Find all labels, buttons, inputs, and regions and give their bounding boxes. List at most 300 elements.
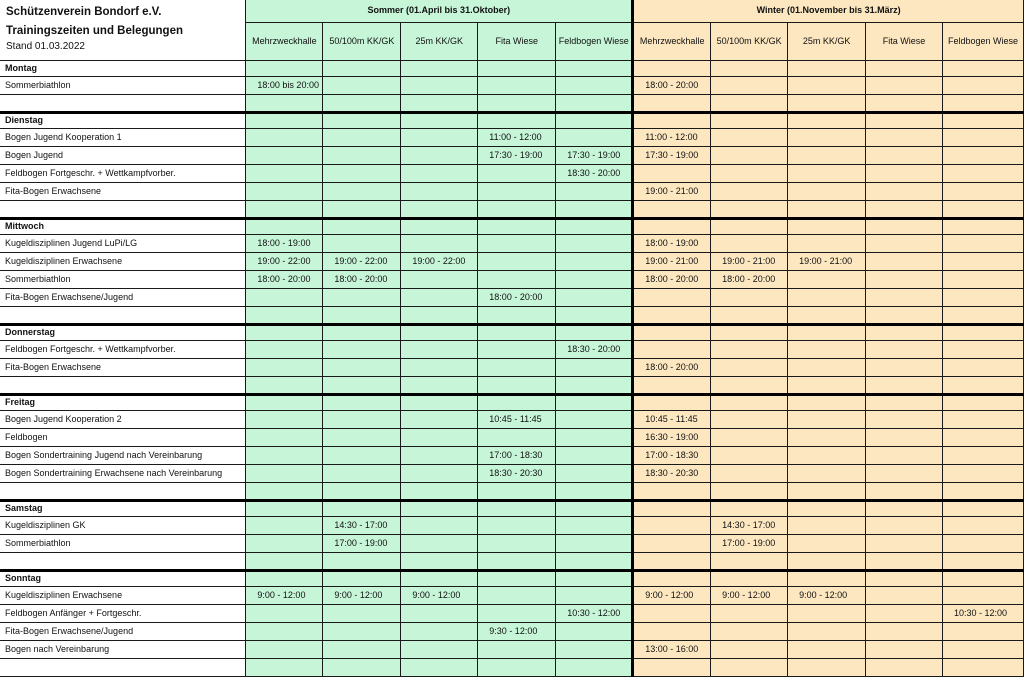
winter-season-header: Winter (01.November bis 31.März) [633,0,1024,22]
empty-cell [478,200,556,218]
empty-cell [711,60,788,76]
summer-time-cell [401,128,478,146]
empty-cell [866,552,943,570]
winter-time-cell [866,270,943,288]
empty-cell [788,324,866,340]
summer-time-cell [323,428,401,446]
winter-time-cell [942,146,1023,164]
winter-time-cell [788,270,866,288]
activity-row [0,446,1024,464]
winter-time-cell: 19:00 - 21:00 [788,252,866,270]
empty-cell [246,552,323,570]
empty-cell [711,552,788,570]
stand-date: Stand 01.03.2022 [6,41,85,52]
summer-time-cell: 17:30 - 19:00 [556,146,633,164]
activity-label: Kugeldisziplinen GK [0,516,246,534]
summer-time-cell [323,234,401,252]
empty-cell [942,324,1023,340]
winter-time-cell [788,358,866,376]
activity-row [0,586,1024,604]
empty-cell [711,94,788,112]
spacer-row [0,306,1024,324]
winter-time-cell: 18:30 - 20:30 [633,464,711,482]
activity-row [0,288,1024,306]
summer-time-cell [478,428,556,446]
empty-cell [633,218,711,234]
winter-time-cell [711,604,788,622]
activity-row [0,622,1024,640]
summer-time-cell [246,640,323,658]
summer-time-cell: 18:00 - 19:00 [246,234,323,252]
winter-time-cell [711,640,788,658]
summer-time-cell: 11:00 - 12:00 [478,128,556,146]
summer-time-cell [556,234,633,252]
winter-time-cell [866,146,943,164]
activity-row [0,252,1024,270]
winter-time-cell [633,622,711,640]
activity-row [0,640,1024,658]
winter-time-cell [866,288,943,306]
empty-cell [556,500,633,516]
winter-time-cell [942,252,1023,270]
empty-cell [478,306,556,324]
empty-cell [711,218,788,234]
summer-time-cell [478,182,556,200]
winter-time-cell [711,164,788,182]
summer-time-cell [478,358,556,376]
empty-cell [323,324,401,340]
summer-time-cell: 10:45 - 11:45 [478,410,556,428]
summer-time-cell [323,340,401,358]
winter-time-cell [788,428,866,446]
summer-time-cell: 17:00 - 18:30 [478,446,556,464]
winter-time-cell [942,534,1023,552]
winter-time-cell [866,358,943,376]
winter-time-cell [942,76,1023,94]
summer-time-cell [323,182,401,200]
empty-cell [633,376,711,394]
winter-time-cell [942,270,1023,288]
empty-cell [788,112,866,128]
empty-cell [478,376,556,394]
winter-time-cell [942,234,1023,252]
summer-time-cell [246,358,323,376]
empty-cell [866,112,943,128]
empty-cell [556,658,633,676]
winter-time-cell [788,182,866,200]
winter-time-cell: 14:30 - 17:00 [711,516,788,534]
empty-cell [401,658,478,676]
summer-time-cell: 18:30 - 20:00 [556,164,633,182]
winter-time-cell [788,446,866,464]
winter-time-cell [788,164,866,182]
empty-cell [788,500,866,516]
empty-cell [788,218,866,234]
activity-row [0,234,1024,252]
empty-cell [942,394,1023,410]
winter-time-cell [866,446,943,464]
summer-col-header: Mehrzweckhalle [246,22,323,60]
summer-time-cell [401,534,478,552]
empty-cell [942,482,1023,500]
winter-time-cell [788,128,866,146]
empty-cell [942,658,1023,676]
day-header-row [0,394,1024,410]
empty-cell [323,570,401,586]
summer-time-cell [401,288,478,306]
summer-time-cell [246,464,323,482]
summer-time-cell [246,410,323,428]
summer-time-cell [323,446,401,464]
spacer-row [0,552,1024,570]
winter-time-cell [866,252,943,270]
summer-col-header: 50/100m KK/GK [323,22,401,60]
winter-time-cell [866,164,943,182]
summer-time-cell: 19:00 - 22:00 [246,252,323,270]
empty-cell [633,112,711,128]
summer-time-cell: 19:00 - 22:00 [323,252,401,270]
summer-time-cell [401,234,478,252]
summer-time-cell [246,604,323,622]
empty-cell [401,570,478,586]
activity-label: Kugeldisziplinen Jugend LuPi/LG [0,234,246,252]
summer-time-cell [246,622,323,640]
empty-cell [788,570,866,586]
winter-time-cell [866,234,943,252]
winter-col-header: 25m KK/GK [788,22,866,60]
empty-cell [323,94,401,112]
empty-cell [556,200,633,218]
winter-time-cell: 10:45 - 11:45 [633,410,711,428]
winter-time-cell [942,288,1023,306]
empty-cell [0,94,246,112]
day-header-row [0,60,1024,76]
summer-time-cell [556,128,633,146]
winter-time-cell: 9:00 - 12:00 [711,586,788,604]
winter-time-cell [788,622,866,640]
winter-time-cell: 17:00 - 18:30 [633,446,711,464]
winter-time-cell: 18:00 - 20:00 [633,358,711,376]
empty-cell [401,552,478,570]
activity-label: Fita-Bogen Erwachsene/Jugend [0,288,246,306]
winter-time-cell [711,76,788,94]
winter-col-header: Mehrzweckhalle [633,22,711,60]
empty-cell [942,94,1023,112]
empty-cell [633,200,711,218]
summer-time-cell [246,534,323,552]
empty-cell [401,218,478,234]
activity-row [0,128,1024,146]
activity-label: Feldbogen Fortgeschr. + Wettkampfvorber. [0,340,246,358]
winter-time-cell [942,446,1023,464]
empty-cell [633,500,711,516]
winter-time-cell [711,340,788,358]
winter-time-cell [866,464,943,482]
winter-time-cell: 18:00 - 19:00 [633,234,711,252]
summer-time-cell [246,446,323,464]
empty-cell [0,200,246,218]
summer-time-cell: 18:00 - 20:00 [246,270,323,288]
empty-cell [788,94,866,112]
summer-time-cell [478,640,556,658]
empty-cell [401,482,478,500]
winter-time-cell [866,534,943,552]
spacer-row [0,482,1024,500]
summer-season-header: Sommer (01.April bis 31.Oktober) [246,0,633,22]
winter-time-cell [866,586,943,604]
summer-time-cell [401,604,478,622]
winter-time-cell [711,288,788,306]
winter-time-cell [942,340,1023,358]
winter-time-cell [711,128,788,146]
summer-time-cell [323,640,401,658]
empty-cell [323,552,401,570]
empty-cell [942,60,1023,76]
winter-col-header: Feldbogen Wiese [942,22,1023,60]
empty-cell [866,376,943,394]
activity-row [0,410,1024,428]
summer-time-cell [323,622,401,640]
summer-time-cell [401,622,478,640]
empty-cell [556,112,633,128]
empty-cell [633,60,711,76]
empty-cell [942,570,1023,586]
empty-cell [246,482,323,500]
summer-time-cell [478,234,556,252]
empty-cell [711,394,788,410]
empty-cell [401,394,478,410]
activity-row [0,182,1024,200]
summer-time-cell [478,586,556,604]
activity-label: Bogen Jugend [0,146,246,164]
empty-cell [478,60,556,76]
summer-time-cell [478,516,556,534]
activity-label: Kugeldisziplinen Erwachsene [0,252,246,270]
empty-cell [478,94,556,112]
winter-time-cell [788,76,866,94]
day-name: Dienstag [0,112,246,128]
winter-time-cell [633,288,711,306]
winter-time-cell [942,640,1023,658]
activity-row [0,340,1024,358]
empty-cell [556,94,633,112]
summer-time-cell [401,516,478,534]
winter-time-cell [788,288,866,306]
summer-time-cell [323,604,401,622]
summer-time-cell [246,146,323,164]
empty-cell [711,500,788,516]
empty-cell [556,482,633,500]
summer-time-cell [401,358,478,376]
winter-time-cell: 18:00 - 20:00 [633,270,711,288]
empty-cell [556,324,633,340]
empty-cell [246,306,323,324]
empty-cell [0,376,246,394]
winter-time-cell [942,182,1023,200]
empty-cell [478,112,556,128]
winter-time-cell [866,76,943,94]
winter-time-cell [942,586,1023,604]
summer-time-cell: 17:00 - 19:00 [323,534,401,552]
summer-time-cell [556,464,633,482]
winter-time-cell [942,622,1023,640]
activity-label: Fita-Bogen Erwachsene [0,358,246,376]
summer-time-cell [246,164,323,182]
empty-cell [942,500,1023,516]
day-header-row [0,324,1024,340]
empty-cell [633,570,711,586]
empty-cell [323,658,401,676]
winter-time-cell [942,358,1023,376]
summer-time-cell [323,164,401,182]
activity-label: Feldbogen [0,428,246,446]
empty-cell [401,306,478,324]
summer-time-cell [401,446,478,464]
empty-cell [556,570,633,586]
empty-cell [401,376,478,394]
day-name: Montag [0,60,246,76]
empty-cell [246,60,323,76]
winter-time-cell [942,410,1023,428]
winter-time-cell: 19:00 - 21:00 [711,252,788,270]
spacer-row [0,376,1024,394]
day-name: Donnerstag [0,324,246,340]
winter-time-cell [866,128,943,146]
summer-time-cell: 9:00 - 12:00 [401,586,478,604]
empty-cell [478,324,556,340]
summer-time-cell [401,340,478,358]
empty-cell [246,218,323,234]
empty-cell [633,306,711,324]
summer-col-header: 25m KK/GK [401,22,478,60]
winter-time-cell [788,340,866,358]
empty-cell [788,60,866,76]
summer-time-cell [246,340,323,358]
empty-cell [246,112,323,128]
empty-cell [866,570,943,586]
summer-time-cell: 9:30 - 12:00 [478,622,556,640]
empty-cell [633,658,711,676]
empty-cell [942,306,1023,324]
empty-cell [556,552,633,570]
winter-time-cell [788,516,866,534]
spacer-row [0,200,1024,218]
winter-time-cell: 18:00 - 20:00 [711,270,788,288]
empty-cell [711,112,788,128]
summer-time-cell [323,358,401,376]
empty-cell [478,658,556,676]
summer-time-cell [246,128,323,146]
summer-time-cell: 18:30 - 20:00 [556,340,633,358]
winter-time-cell [866,604,943,622]
empty-cell [323,482,401,500]
summer-time-cell [401,270,478,288]
summer-time-cell [246,182,323,200]
summer-time-cell [556,252,633,270]
activity-label: Fita-Bogen Erwachsene [0,182,246,200]
empty-cell [711,376,788,394]
summer-time-cell [556,622,633,640]
empty-cell [942,200,1023,218]
activity-label: Bogen Jugend Kooperation 2 [0,410,246,428]
winter-time-cell [788,534,866,552]
empty-cell [323,306,401,324]
winter-time-cell [633,164,711,182]
empty-cell [711,200,788,218]
empty-cell [401,200,478,218]
activity-row [0,76,1024,94]
activity-row [0,358,1024,376]
summer-time-cell [246,428,323,446]
day-name: Sonntag [0,570,246,586]
winter-time-cell [942,128,1023,146]
summer-time-cell [478,604,556,622]
empty-cell [788,306,866,324]
winter-time-cell [711,446,788,464]
empty-cell [478,570,556,586]
activity-row [0,516,1024,534]
empty-cell [866,306,943,324]
summer-time-cell: 18:30 - 20:30 [478,464,556,482]
empty-cell [246,394,323,410]
summer-time-cell: 10:30 - 12:00 [556,604,633,622]
summer-time-cell [556,534,633,552]
summer-time-cell: 19:00 - 22:00 [401,252,478,270]
activity-label: Feldbogen Anfänger + Fortgeschr. [0,604,246,622]
summer-time-cell [478,534,556,552]
winter-time-cell [866,410,943,428]
day-header-row [0,500,1024,516]
empty-cell [478,500,556,516]
winter-time-cell [866,428,943,446]
summer-time-cell [401,182,478,200]
winter-time-cell [942,516,1023,534]
winter-time-cell [788,234,866,252]
empty-cell [866,324,943,340]
empty-cell [711,658,788,676]
summer-time-cell [556,586,633,604]
empty-cell [633,394,711,410]
club-name: Schützenverein Bondorf e.V. [6,6,162,18]
winter-time-cell: 10:30 - 12:00 [942,604,1023,622]
activity-row [0,534,1024,552]
winter-time-cell [711,464,788,482]
activity-label: Bogen nach Vereinbarung [0,640,246,658]
summer-time-cell [401,640,478,658]
activity-label: Bogen Sondertraining Jugend nach Vereinbarung [0,446,246,464]
summer-time-cell [556,270,633,288]
day-name: Freitag [0,394,246,410]
winter-time-cell: 9:00 - 12:00 [633,586,711,604]
empty-cell [711,324,788,340]
empty-cell [866,94,943,112]
summer-time-cell [323,128,401,146]
winter-time-cell [788,146,866,164]
empty-cell [246,658,323,676]
winter-time-cell [788,410,866,428]
summer-time-cell [323,288,401,306]
empty-cell [246,376,323,394]
empty-cell [633,482,711,500]
activity-row [0,604,1024,622]
empty-cell [633,552,711,570]
summer-time-cell [401,146,478,164]
empty-cell [323,200,401,218]
empty-cell [478,218,556,234]
empty-cell [323,376,401,394]
summer-time-cell: 18:00 - 20:00 [478,288,556,306]
winter-time-cell [711,182,788,200]
